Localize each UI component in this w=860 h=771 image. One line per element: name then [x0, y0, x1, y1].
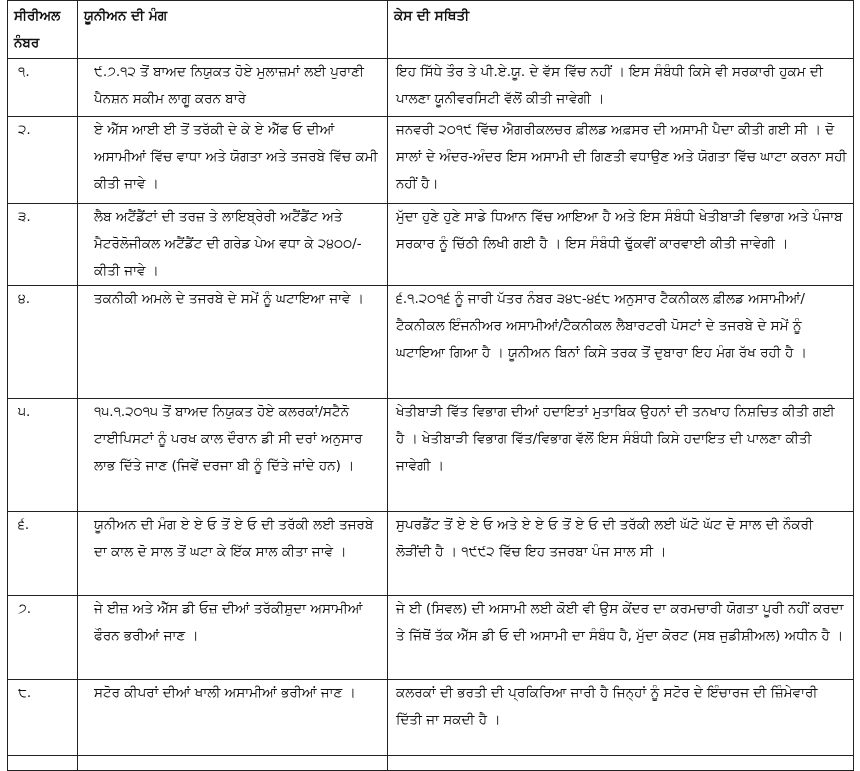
status-cell: ਕਲਰਕਾਂ ਦੀ ਭਰਤੀ ਦੀ ਪ੍ਰਕਿਰਿਆ ਜਾਰੀ ਹੈ ਜਿਨ੍ਹਾਂ ਨੂੰ ਸਟੋਰ ਦੇ ਇੰਚਾਰਜ ਦੀ ਜ਼ਿੰਮੇਵਾਰੀ ਦਿੱਤੀ ਜਾ ਸਕਦੀ ਹੈ ।	[388, 680, 854, 756]
header-union-demand: ਯੂਨੀਅਨ ਦੀ ਮੰਗ	[78, 1, 388, 59]
status-cell: ਜਨਵਰੀ ੨੦੧੯ ਵਿੱਚ ਐਗਰੀਕਲਚਰ ਫ਼ੀਲਡ ਅਫ਼ਸਰ ਦੀ ਅਸਾਮੀ ਪੈਦਾ ਕੀਤੀ ਗਈ ਸੀ । ਦੋ ਸਾਲਾਂ ਦੇ ਅੰਦਰ-ਅੰਦਰ ਇਸ ਅਸਾਮੀ ਦੀ ਗਿਣਤੀ ਵਧਾਉਣ ਅਤੇ ਯੋਗਤਾ ਵਿੱਚ ਘਾਟਾ ਕਰਨਾ ਸਹੀ ਨਹੀਂ ਹੈ।	[388, 117, 854, 204]
table-row	[8, 399, 854, 512]
serial-cell: ੪.	[8, 286, 78, 399]
status-cell	[388, 756, 854, 771]
table-row	[8, 512, 854, 596]
serial-cell: ੫.	[8, 399, 78, 512]
header-case-status: ਕੇਸ ਦੀ ਸਥਿਤੀ	[388, 1, 854, 59]
table-row	[8, 204, 854, 286]
table-row	[8, 286, 854, 399]
demand-cell: ਸਟੋਰ ਕੀਪਰਾਂ ਦੀਆਂ ਖਾਲੀ ਅਸਾਮੀਆਂ ਭਰੀਆਂ ਜਾਣ ।	[78, 680, 388, 756]
header-serial-number: ਸੀਰੀਅਲ ਨੰਬਰ	[8, 1, 78, 59]
serial-cell: ੮.	[8, 680, 78, 756]
demand-cell: ਯੂਨੀਅਨ ਦੀ ਮੰਗ ਏ ਏ ਓ ਤੋਂ ਏ ਓ ਦੀ ਤਰੱਕੀ ਲਈ ਤਜਰਬੇ ਦਾ ਕਾਲ ਦੋ ਸਾਲ ਤੋਂ ਘਟਾ ਕੇ ਇੱਕ ਸਾਲ ਕੀਤਾ ਜਾਵੇ ।	[78, 512, 388, 596]
serial-cell: ੧.	[8, 59, 78, 117]
table-row-partial	[8, 756, 854, 771]
status-cell: ੬.੧.੨੦੧੬ ਨੂੰ ਜਾਰੀ ਪੱਤਰ ਨੰਬਰ ੩੪੮-੪੬੮ ਅਨੁਸਾਰ ਟੈਕਨੀਕਲ ਫ਼ੀਲਡ ਅਸਾਮੀਆਂ/ਟੈਕਨੀਕਲ ਇੰਜਨੀਅਰ ਅਸਾਮੀਆਂ/ਟੈਕਨੀਕਲ ਲੈਬਾਰਟਰੀ ਪੋਸਟਾਂ ਦੇ ਤਜਰਬੇ ਦੇ ਸਮੇਂ ਨੂੰ ਘਟਾਇਆ ਗਿਆ ਹੈ । ਯੂਨੀਅਨ ਬਿਨਾਂ ਕਿਸੇ ਤਰਕ ਤੋਂ ਦੁਬਾਰਾ ਇਹ ਮੰਗ ਰੱਖ ਰਹੀ ਹੈ ।	[388, 286, 854, 399]
status-cell: ਇਹ ਸਿੱਧੇ ਤੌਰ ਤੇ ਪੀ.ਏ.ਯੂ. ਦੇ ਵੱਸ ਵਿੱਚ ਨਹੀਂ । ਇਸ ਸੰਬੰਧੀ ਕਿਸੇ ਵੀ ਸਰਕਾਰੀ ਹੁਕਮ ਦੀ ਪਾਲਣਾ ਯੂਨੀਵਰਸਿਟੀ ਵੱਲੋਂ ਕੀਤੀ ਜਾਵੇਗੀ ।	[388, 59, 854, 117]
status-cell: ਸੁਪਰਡੈਂਟ ਤੋਂ ਏ ਏ ਓ ਅਤੇ ਏ ਏ ਓ ਤੋਂ ਏ ਓ ਦੀ ਤਰੱਕੀ ਲਈ ਘੱਟੋ ਘੱਟ ਦੋ ਸਾਲ ਦੀ ਨੌਕਰੀ ਲੋੜੀਂਦੀ ਹੈ । ੧੯੯੨ ਵਿੱਚ ਇਹ ਤਜਰਬਾ ਪੰਜ ਸਾਲ ਸੀ ।	[388, 512, 854, 596]
demand-cell: ਲੈਬ ਅਟੈਂਡੈਂਟਾਂ ਦੀ ਤਰਜ਼ ਤੇ ਲਾਇਬ੍ਰੇਰੀ ਅਟੈਂਡੈਂਟ ਅਤੇ ਮੈਟਰੋਲੋਜੀਕਲ ਅਟੈਂਡੈਂਟ ਦੀ ਗਰੇਡ ਪੇਅ ਵਧਾ ਕੇ ੨੪੦੦/- ਕੀਤੀ ਜਾਵੇ ।	[78, 204, 388, 286]
demand-cell: ਜੇ ਈਜ਼ ਅਤੇ ਐੱਸ ਡੀ ਓਜ਼ ਦੀਆਂ ਤਰੱਕੀਸ਼ੁਦਾ ਅਸਾਮੀਆਂ ਫੌਰਨ ਭਰੀਆਂ ਜਾਣ ।	[78, 596, 388, 680]
serial-cell: ੭.	[8, 596, 78, 680]
serial-cell: ੬.	[8, 512, 78, 596]
table-row	[8, 680, 854, 756]
serial-cell	[8, 756, 78, 771]
status-cell: ਮੁੱਦਾ ਹੁਣੇ ਹੁਣੇ ਸਾਡੇ ਧਿਆਨ ਵਿੱਚ ਆਇਆ ਹੈ ਅਤੇ ਇਸ ਸੰਬੰਧੀ ਖੇਤੀਬਾੜੀ ਵਿਭਾਗ ਅਤੇ ਪੰਜਾਬ ਸਰਕਾਰ ਨੂੰ ਚਿੱਠੀ ਲਿਖੀ ਗਈ ਹੈ । ਇਸ ਸੰਬੰਧੀ ਢੁੱਕਵੀਂ ਕਾਰਵਾਈ ਕੀਤੀ ਜਾਵੇਗੀ ।	[388, 204, 854, 286]
status-cell: ਖੇਤੀਬਾੜੀ ਵਿੱਤ ਵਿਭਾਗ ਦੀਆਂ ਹਦਾਇਤਾਂ ਮੁਤਾਬਿਕ ਉਹਨਾਂ ਦੀ ਤਨਖਾਹ ਨਿਸ਼ਚਿਤ ਕੀਤੀ ਗਈ ਹੈ । ਖੇਤੀਬਾੜੀ ਵਿਭਾਗ ਵਿੱਤ/ਵਿਭਾਗ ਵੱਲੋਂ ਇਸ ਸੰਬੰਧੀ ਕਿਸੇ ਹਦਾਇਤ ਦੀ ਪਾਲਣਾ ਕੀਤੀ ਜਾਵੇਗੀ ।	[388, 399, 854, 512]
table-row	[8, 117, 854, 204]
table-row	[8, 59, 854, 117]
demand-cell: ੯.੭.੧੨ ਤੋਂ ਬਾਅਦ ਨਿਯੁਕਤ ਹੋਏ ਮੁਲਾਜ਼ਮਾਂ ਲਈ ਪੁਰਾਣੀ ਪੈਨਸ਼ਨ ਸਕੀਮ ਲਾਗੂ ਕਰਨ ਬਾਰੇ	[78, 59, 388, 117]
demand-cell	[78, 756, 388, 771]
serial-cell: ੨.	[8, 117, 78, 204]
table-row	[8, 596, 854, 680]
status-cell: ਜੇ ਈ (ਸਿਵਲ) ਦੀ ਅਸਾਮੀ ਲਈ ਕੋਈ ਵੀ ਉਸ ਕੇਂਦਰ ਦਾ ਕਰਮਚਾਰੀ ਯੋਗਤਾ ਪੂਰੀ ਨਹੀਂ ਕਰਦਾ ਤੇ ਜਿੱਥੋਂ ਤੱਕ ਐੱਸ ਡੀ ਓ ਦੀ ਅਸਾਮੀ ਦਾ ਸੰਬੰਧ ਹੈ, ਮੁੱਦਾ ਕੋਰਟ (ਸਬ ਜੁਡੀਸ਼ੀਅਲ) ਅਧੀਨ ਹੈ ।	[388, 596, 854, 680]
demand-cell: ਤਕਨੀਕੀ ਅਮਲੇ ਦੇ ਤਜਰਬੇ ਦੇ ਸਮੇਂ ਨੂੰ ਘਟਾਇਆ ਜਾਵੇ ।	[78, 286, 388, 399]
serial-cell: ੩.	[8, 204, 78, 286]
demand-cell: ਏ ਐੱਸ ਆਈ ਈ ਤੋਂ ਤਰੱਕੀ ਦੇ ਕੇ ਏ ਐੱਫ ਓ ਦੀਆਂ ਅਸਾਮੀਆਂ ਵਿੱਚ ਵਾਧਾ ਅਤੇ ਯੋਗਤਾ ਅਤੇ ਤਜਰਬੇ ਵਿੱਚ ਕਮੀ ਕੀਤੀ ਜਾਵੇ ।	[78, 117, 388, 204]
demands-table	[7, 0, 854, 771]
table-header-row	[8, 1, 854, 59]
demand-cell: ੧੫.੧.੨੦੧੫ ਤੋਂ ਬਾਅਦ ਨਿਯੁਕਤ ਹੋਏ ਕਲਰਕਾਂ/ਸਟੈਨੋ ਟਾਈਪਿਸਟਾਂ ਨੂੰ ਪਰਖ ਕਾਲ ਦੌਰਾਨ ਡੀ ਸੀ ਦਰਾਂ ਅਨੁਸਾਰ ਲਾਭ ਦਿੱਤੇ ਜਾਣ (ਜਿਵੇਂ ਦਰਜਾ ਬੀ ਨੂੰ ਦਿੱਤੇ ਜਾਂਦੇ ਹਨ) ।	[78, 399, 388, 512]
